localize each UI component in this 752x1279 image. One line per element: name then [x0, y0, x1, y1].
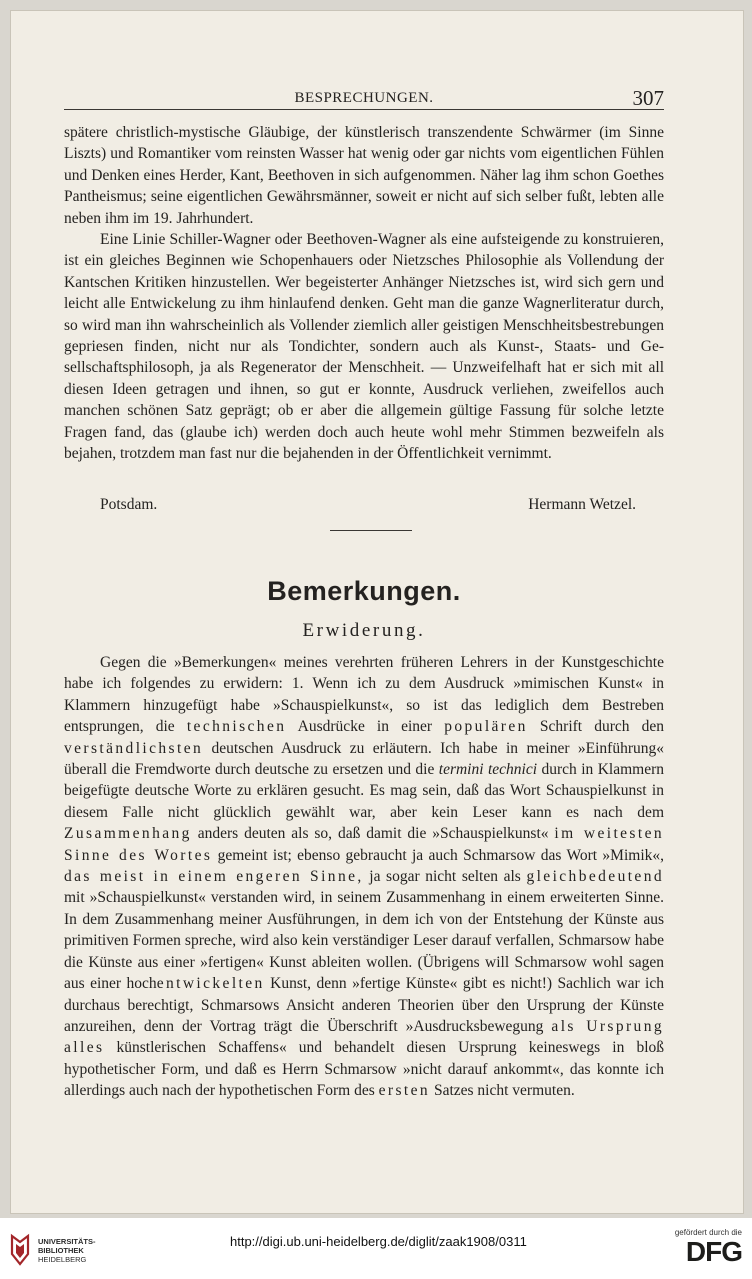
library-logo[interactable] — [8, 1232, 138, 1268]
text-run: mit »Schauspielkunst« verstanden wird, in seinem Zusammenhang in einem erweiterten Sinne. In dem Zusammenhang meiner Ausführungen, in dem ich von der Entstehung der Künste aus primitiven Formen spreche, wird also kein verständiger Leser darauf verfallen, Schmarsow habe die Künste aus einer »fertigen« Kunst ableiten wollen. (Übrigens will Schmarsow wohl sagen aus einer hoch — [64, 889, 664, 993]
text-run: Ausdrücke in einer — [297, 718, 433, 736]
spaced-emphasis: im weitesten Sinne des Wortes — [64, 825, 664, 864]
review-paragraph-2: Eine Linie Schiller-Wagner oder Beethoven-Wagner als eine aufsteigende zu konstruieren, ist ein gleiches Beginnen wie Schopenhauers oder Nietzsches Philosophie als Vollendung der Kantschen Kritiken hinzustellen. Wer begeisterter Anhänger Nietzsches ist, wird sich gern und leicht alle Entwickelung zu ihm hinlaufend denken. Geht man die ganze Wagnerliteratur durch, so wird man ihn wahrscheinlich als Vollender ziemlich aller geistigen Menschheitsbestrebungen gepriesen finden, nicht nur als Tondichter, sondern auch als Kunst-, Staats- und Gesellschaftsphilosoph, ja als Regenerator der Menschheit. — Unzweifelhaft hat er sich mit all diesen Ideen getragen und ihnen, so gut er konnte, Ausdruck verliehen, zweifellos auch manchen schönen Satz geprägt; ob er aber die allgemein gültige Fassung für solche letzte Fragen fand, das (glaube ich) werden doch auch heute wohl mehr Stimmen bezweifeln als bejahen, trotzdem man fast nur die bejahenden in der Öffentlichkeit vernimmt. — [64, 231, 664, 463]
spaced-emphasis: Zusammenhang — [64, 825, 192, 843]
spaced-emphasis: gleichbedeutend — [526, 868, 665, 886]
text-run: künstlerischen Schaffens« und behandelt diesen Ursprung keineswegs in bloß hypothetischer Form, und daß es Herrn Schmarsow »nicht darauf ankommt«, das konnte ich allerdings auch nach der hypothetischen Form des — [64, 1039, 664, 1100]
viewer-footer — [0, 1218, 752, 1279]
library-name-line-3: HEIDELBERG — [38, 1255, 87, 1264]
spaced-emphasis: das meist in einem engeren Sinne, — [64, 868, 364, 886]
erwiderung-text — [64, 652, 664, 1102]
ub-heidelberg-logo-icon — [8, 1232, 32, 1268]
text-run: Satzes nicht vermuten. — [433, 1082, 575, 1100]
spaced-emphasis: verständlichsten — [64, 739, 204, 757]
signature-place: Potsdam. — [100, 496, 158, 513]
running-head — [64, 86, 664, 110]
spaced-emphasis: entwickelten — [156, 975, 265, 993]
library-name — [38, 1237, 96, 1264]
running-head-title: BESPRECHUNGEN. — [294, 90, 434, 106]
text-run: anders deuten als so, daß damit die »Schauspielkunst« — [197, 825, 549, 843]
library-name-line-1: UNIVERSITÄTS- — [38, 1237, 96, 1246]
section-title: Bemerkungen. — [267, 576, 461, 606]
spaced-emphasis: als Ursprung alles — [64, 1017, 664, 1057]
text-run: gemeint ist; ebenso gebraucht ja auch Schmarsow das Wort »Mimik«, — [217, 846, 664, 864]
dfg-logo-icon[interactable] — [658, 1228, 742, 1274]
permalink-url[interactable]: http://digi.ub.uni-heidelberg.de/diglit/zaak1908/0311 — [230, 1234, 527, 1249]
review-signature — [100, 496, 652, 518]
spaced-emphasis: technischen — [186, 718, 287, 736]
text-run: Gegen die »Bemerkungen« meines verehrten früheren Lehrers in der Kunstgeschichte habe ich folgendes zu erwidern: 1. Wenn ich zu dem Ausdruck »mimischen Kunst« in Klammern hinzugefügt habe »Schauspielkunst«, so ist das lediglich dem Bestreben entsprungen, die — [64, 654, 664, 736]
erwiderung-paragraph — [64, 652, 664, 1102]
signature-author: Hermann Wetzel. — [528, 496, 636, 513]
text-run: durch in Klammern beigefügte deutsche Worte zu erklären gesucht. Es mag sein, daß das Wort Schauspielkunst in diesem Falle nicht glücklich gewählt war, aber kein Leser kann es nach dem — [64, 761, 664, 821]
review-paragraph-1: spätere christlich-mystische Gläubige, der künstlerisch transzendente Schwärmer (im Sinne Liszts) und Romantiker vom reinsten Wasser hat wenig oder gar nichts vom eigentlichen Fühlen und Denken eines Herder, Kant, Beethoven in sich aufgenommen. Näher lag ihm schon Goethes Pantheismus; seine eigentlichen Gewährsmänner, soweit er nicht auf sich selber fußt, lebten alle neben ihm im 19. Jahrhundert. — [64, 124, 664, 227]
sponsor-caption: gefördert durch die — [674, 1228, 742, 1237]
spaced-emphasis: ersten — [378, 1082, 431, 1100]
text-run: deutschen Ausdruck zu erläutern. Ich habe in meiner »Einführung« überall die Fremdworte durch deutsche zu ersetzen und die — [64, 739, 664, 779]
text-run: ja sogar nicht selten als — [369, 868, 521, 886]
review-text — [64, 122, 664, 465]
library-name-line-2: BIBLIOTHEK — [38, 1246, 84, 1255]
text-run: Kunst, denn »fertige Künste« gibt es nicht!) Sachlich war ich durchaus berechtigt, Schmarsows Ansicht anderen Theorien über den Ursprung der Künste anzureihen, denn der Vortrag trägt die Überschrift »Ausdrucksbewegung — [64, 975, 664, 1035]
text-run: Schrift durch den — [539, 718, 665, 736]
page-number: 307 — [632, 86, 664, 110]
italic-term: termini technici — [438, 761, 538, 779]
subsection-title: Erwiderung. — [302, 620, 426, 641]
section-divider — [330, 530, 412, 531]
spaced-emphasis: populären — [444, 718, 528, 736]
sponsor-logo: DFG — [685, 1236, 742, 1267]
